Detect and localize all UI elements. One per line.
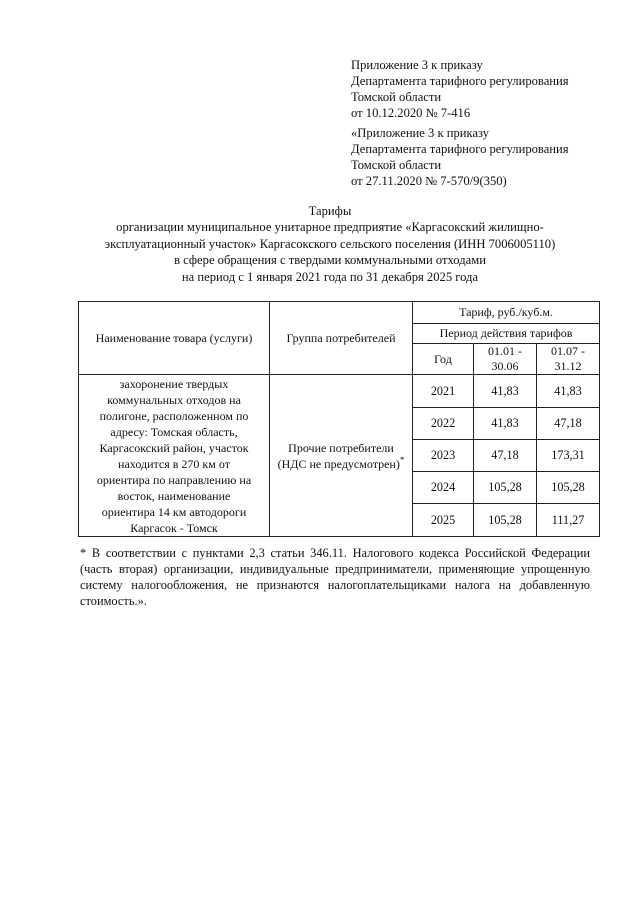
header-period: Период действия тарифов (413, 324, 600, 344)
tariff-h1-cell: 41,83 (474, 375, 537, 408)
appendix-line: Департамента тарифного регулирования (351, 142, 569, 156)
appendix-line: Приложение 3 к приказу (351, 58, 483, 72)
appendix-line: Томской области (351, 90, 442, 104)
title-line: в сфере обращения с твердыми коммунальными отходами (174, 253, 486, 268)
tariff-h1-cell: 105,28 (474, 472, 537, 504)
header-consumer-group: Группа потребителей (270, 302, 413, 375)
document-title (80, 203, 580, 285)
appendix-previous-reference (351, 125, 621, 189)
appendix-line: Департамента тарифного регулирования (351, 74, 569, 88)
header-product: Наименование товара (услуги) (79, 302, 270, 375)
tariff-h2-cell: 41,83 (537, 375, 600, 408)
header-half1: 01.01 - 30.06 (474, 344, 537, 375)
appendix-line: от 27.11.2020 № 7-570/9(350) (351, 174, 507, 188)
tariff-table (78, 301, 600, 537)
year-cell: 2024 (413, 472, 474, 504)
appendix-line: «Приложение 3 к приказу (351, 126, 490, 140)
appendix-current-reference (351, 57, 621, 121)
year-cell: 2022 (413, 408, 474, 440)
footnote-marker: * (399, 454, 405, 465)
year-cell: 2025 (413, 504, 474, 537)
tariff-h1-cell: 41,83 (474, 408, 537, 440)
year-cell: 2023 (413, 440, 474, 472)
year-cell: 2021 (413, 375, 474, 408)
title-line: эксплуатационный участок» Каргасокского сельского поселения (ИНН 7006005110) (104, 236, 556, 251)
header-half2: 01.07 - 31.12 (537, 344, 600, 375)
title-line: организации муниципальное унитарное предприятие «Каргасокский жилищно- (116, 220, 544, 235)
consumer-group-cell: Прочие потребители (НДС не предусмотрен)* (270, 375, 413, 537)
tariff-h1-cell: 47,18 (474, 440, 537, 472)
tariff-h2-cell: 47,18 (537, 408, 600, 440)
title-line: на период с 1 января 2021 года по 31 декабря 2025 года (181, 269, 479, 284)
tariff-h2-cell: 111,27 (537, 504, 600, 537)
header-year: Год (413, 344, 474, 375)
product-description: захоронение твердых коммунальных отходов на полигоне, расположенном по адресу: Томская область, Каргасокский район, участок находится в 270 км от ориентира по направлению на восток, наименование ориентира 14 км автодороги Каргасок - Томск (79, 375, 270, 537)
footnote: * В соответствии с пунктами 2,3 статьи 346.11. Налогового кодекса Российской Федерации (часть вторая) организации, индивидуальные предприниматели, применяющие упрощенную систему налогообложения, не признаются налогоплательщиками налога на добавленную стоимость.». (80, 546, 590, 608)
tariff-h2-cell: 105,28 (537, 472, 600, 504)
header-tariff: Тариф, руб./куб.м. (413, 302, 600, 324)
table-row (79, 375, 600, 408)
appendix-line: от 10.12.2020 № 7-416 (351, 106, 471, 120)
tariff-h2-cell: 173,31 (537, 440, 600, 472)
appendix-line: Томской области (351, 158, 442, 172)
title-heading: Тарифы (308, 204, 352, 218)
tariff-h1-cell: 105,28 (474, 504, 537, 537)
